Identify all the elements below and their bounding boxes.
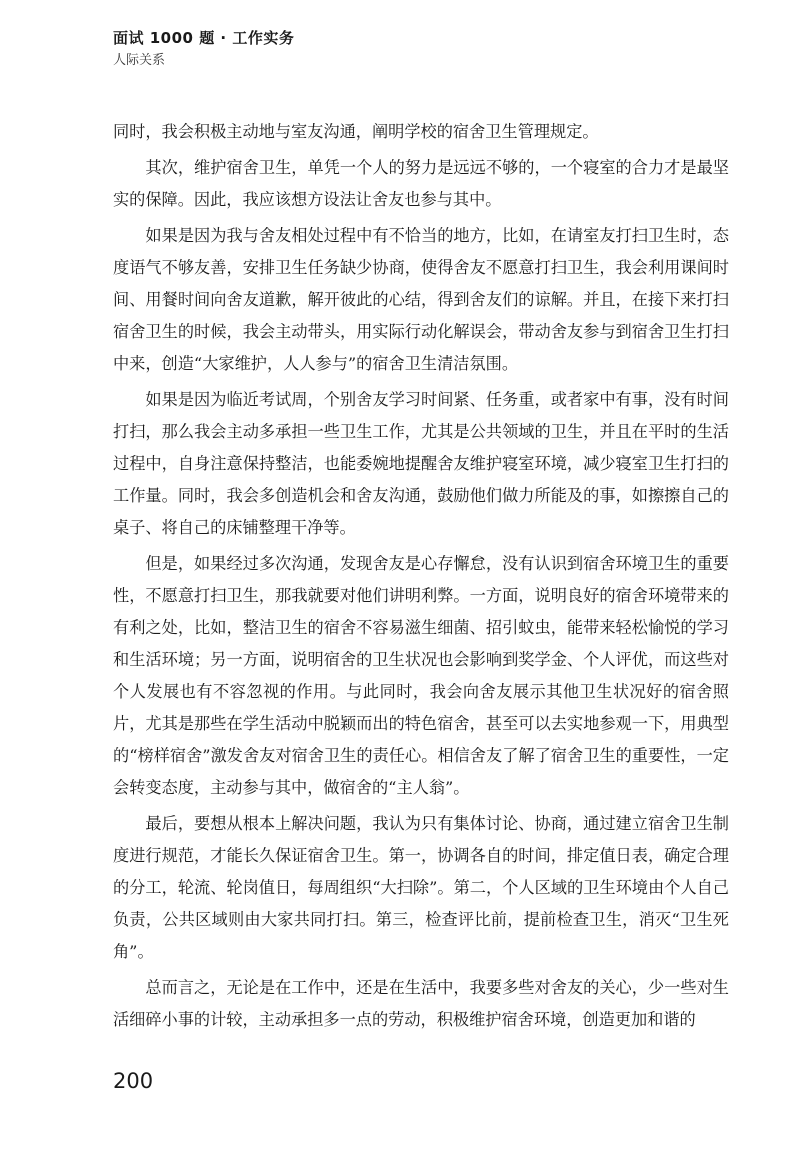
page-header — [113, 28, 713, 70]
page-number: 200 — [113, 1069, 154, 1093]
paragraph: 最后，要想从根本上解决问题，我认为只有集体讨论、协商，通过建立宿舍卫生制度进行规范，才能长久保证宿舍卫生。第一，协调各自的时间，排定值日表，确定合理的分工，轮流、轮岗值日，每周组织“大扫除”。第二，个人区域的卫生环境由个人自己负责，公共区域则由大家共同打扫。第三，检查评比前，提前检查卫生，消灭“卫生死角”。 — [113, 814, 729, 961]
book-title: 面试 1000 题 · 工作实务 — [113, 29, 295, 47]
paragraph: 如果是因为我与舍友相处过程中有不恰当的地方，比如，在请室友打扫卫生时，态度语气不够友善，安排卫生任务缺少协商，使得舍友不愿意打扫卫生，我会利用课间时间、用餐时间向舍友道歉，解开彼此的心结，得到舍友们的谅解。并且，在接下来打扫宿舍卫生的时候，我会主动带头，用实际行动化解误会，带动舍友参与到宿舍卫生打扫中来，创造“大家维护，人人参与”的宿舍卫生清洁氛围。 — [113, 226, 729, 373]
paragraph: 但是，如果经过多次沟通，发现舍友是心存懈怠，没有认识到宿舍环境卫生的重要性，不愿意打扫卫生，那我就要对他们讲明利弊。一方面，说明良好的宿舍环境带来的有利之处，比如，整洁卫生的宿舍不容易滋生细菌、招引蚊虫，能带来轻松愉悦的学习和生活环境；另一方面，说明宿舍的卫生状况也会影响到奖学金、个人评优，而这些对个人发展也有不容忽视的作用。与此同时，我会向舍友展示其他卫生状况好的宿舍照片，尤其是那些在学生活动中脱颖而出的特色宿舍，甚至可以去实地参观一下，用典型的“榜样宿舍”激发舍友对宿舍卫生的责任心。相信舍友了解了宿舍卫生的重要性，一定会转变态度，主动参与其中，做宿舍的“主人翁”。 — [113, 554, 729, 797]
chapter-title: 人际关系 — [113, 53, 166, 68]
paragraph: 同时，我会积极主动地与室友沟通，阐明学校的宿舍卫生管理规定。 — [113, 122, 599, 141]
body-text — [113, 116, 729, 1040]
paragraph: 其次，维护宿舍卫生，单凭一个人的努力是远远不够的，一个寝室的合力才是最坚实的保障。因此，我应该想方设法让舍友也参与其中。 — [113, 158, 729, 209]
paragraph: 如果是因为临近考试周，个别舍友学习时间紧、任务重，或者家中有事，没有时间打扫，那么我会主动多承担一些卫生工作，尤其是公共领域的卫生，并且在平时的生活过程中，自身注意保持整洁，也能委婉地提醒舍友维护寝室环境，减少寝室卫生打扫的工作量。同时，我会多创造机会和舍友沟通，鼓励他们做力所能及的事，如擦擦自己的桌子、将自己的床铺整理干净等。 — [113, 390, 729, 537]
paragraph: 总而言之，无论是在工作中，还是在生活中，我要多些对舍友的关心，少一些对生活细碎小事的计较，主动承担多一点的劳动，积极维护宿舍环境，创造更加和谐的 — [113, 978, 729, 1029]
